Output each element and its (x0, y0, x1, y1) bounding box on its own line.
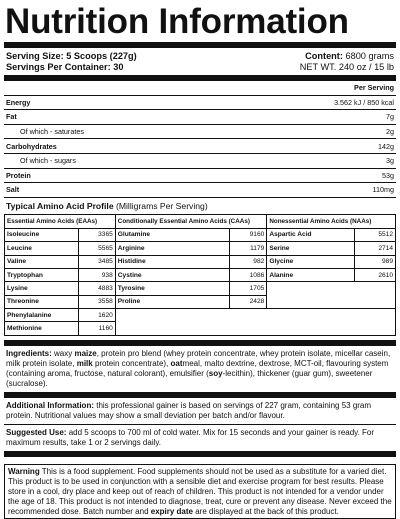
nutrition-table (4, 81, 396, 198)
table-row: Threonine 3558 Proline 2428 (5, 295, 396, 308)
content-weight: Content: 6800 grams (305, 51, 394, 61)
table-row: Of which - saturates 2g (4, 124, 396, 139)
table-row: Of which - sugars 3g (4, 153, 396, 168)
table-row: Carbohydrates 142g (4, 139, 396, 154)
table-row: Tryptophan 938 Cystine 1086 Alanine 2610 (5, 268, 396, 281)
per-serving-header: Per Serving (224, 81, 396, 95)
amino-heading: Typical Amino Acid Profile (Milligrams Per Serving) (6, 200, 208, 211)
serving-size: Serving Size: 5 Scoops (227g) (6, 51, 137, 61)
table-row: Isoleucine 3365 Glutamine 9160 Aspartic Acid 5512 (5, 228, 396, 241)
serving-info (4, 48, 396, 75)
table-row: Valine 3485 Histidine 982 Glycine 989 (5, 255, 396, 268)
page-title: Nutrition Information (5, 2, 349, 41)
nutrition-label (4, 2, 396, 516)
table-row: Phenylalanine 1620 (5, 309, 396, 322)
table-header-row: Essential Amino Acids (EAAs) Conditionally Essential Amino Acids (CAAs) Nonessential Amino Acids (NAAs) (5, 214, 396, 228)
table-row: Lysine 4883 Tyrosine 1705 (5, 282, 396, 295)
table-row: Energy 3.562 kJ / 850 kcal (4, 95, 396, 110)
amino-acid-table (4, 214, 396, 336)
table-row: Salt 110mg (4, 183, 396, 198)
warning-box: Warning This is a food supplement. Food supplements should not be used as a substitute for a varied diet. This product is to be used in conjunction with a sensible diet and exercise program for best results. Please store in a cool, dry place and keep out of reach of children. This product is not intended for a vendor under the age of 18. This product is not intended to diagnose, treat, cure or prevent any disease. Never exceed the recommended dose. Batch number and expiry date are displayed at the back of this product. (4, 464, 396, 519)
table-row: Protein 53g (4, 168, 396, 183)
suggested-use: Suggested Use: add 5 scoops to 700 ml of cold water. Mix for 15 seconds and your gainer is ready. For maximum results, take 1 or 2 servings daily. (6, 427, 375, 447)
table-row: Leucine 5565 Arginine 1179 Serine 2714 (5, 242, 396, 255)
table-header-row (4, 81, 396, 95)
servings-per-container: Servings Per Container: 30 (6, 62, 124, 72)
divider (4, 451, 396, 457)
table-row: Fat 7g (4, 110, 396, 125)
net-weight: NET WT. 240 oz / 15 lb (299, 62, 394, 72)
table-row: Methionine 1160 (5, 322, 396, 335)
ingredients: Ingredients: waxy maize, protein pro blend (whey protein concentrate, whey protein isolate, micellar casein, milk protein isolate, milk protein concentrate), oatmeal, malto dextrine, dextrose, MCT-oil, flavouring system (containing aroma, fructose, natural colorant), emulsifier (soy-lecithin), thickener (guar gum), sweetener (sucralose). (6, 348, 391, 388)
additional-information: Additional Information: this professional gainer is based on servings of 227 gram, containing 53 gram protein. Nutritional values may show a small deviation per batch and/or flavour. (6, 400, 372, 420)
